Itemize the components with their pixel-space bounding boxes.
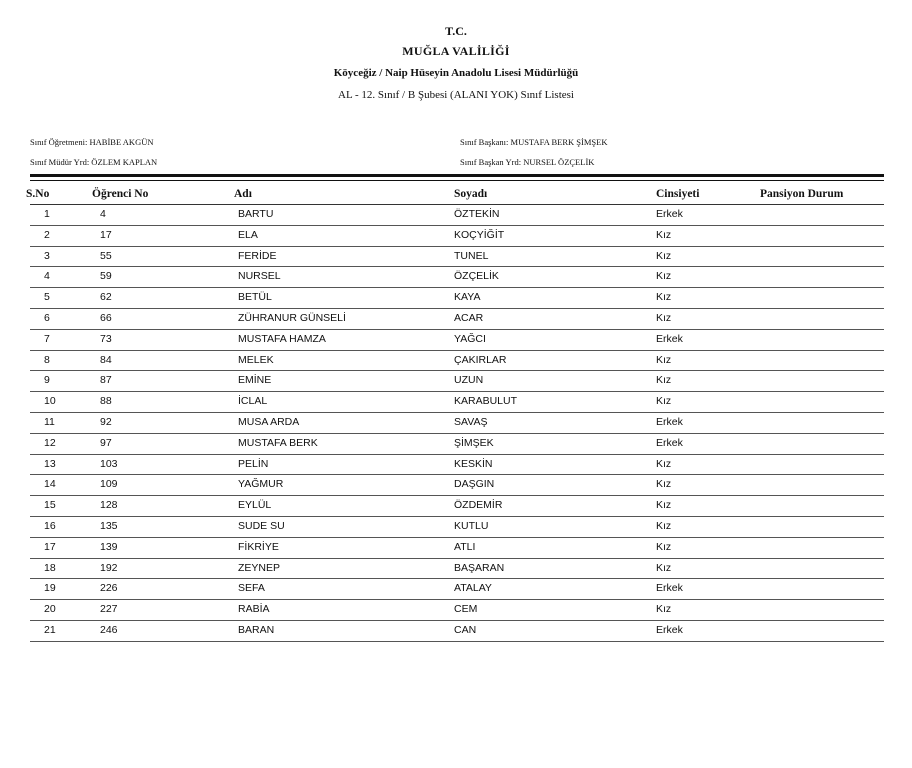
row-gender: Kız [656, 478, 672, 491]
class-president: Sınıf Başkanı: MUSTAFA BERK ŞİMŞEK [460, 137, 608, 147]
row-student-no: 87 [100, 374, 112, 387]
row-surname: KOÇYİĞİT [454, 228, 505, 241]
row-first-name: FERİDE [238, 249, 277, 262]
row-surname: ATLI [454, 540, 476, 553]
row-sno: 7 [44, 332, 50, 345]
row-surname: KUTLU [454, 519, 489, 532]
table-row [30, 538, 884, 559]
column-header-gender: Cinsiyeti [656, 188, 700, 200]
row-student-no: 227 [100, 603, 118, 616]
row-student-no: 103 [100, 457, 118, 470]
row-first-name: İCLAL [238, 395, 268, 408]
row-gender: Kız [656, 353, 672, 366]
row-gender: Kız [656, 374, 672, 387]
row-sno: 17 [44, 540, 56, 553]
row-first-name: NURSEL [238, 270, 281, 283]
table-row [30, 351, 884, 372]
row-gender: Erkek [656, 208, 683, 220]
table-row [30, 559, 884, 580]
row-gender: Kız [656, 270, 672, 283]
row-student-no: 109 [100, 478, 118, 491]
row-sno: 21 [44, 623, 56, 636]
row-gender: Kız [656, 519, 672, 532]
row-sno: 10 [44, 395, 56, 408]
row-gender: Kız [656, 291, 672, 304]
row-surname: DAŞGIN [454, 478, 495, 491]
row-surname: ACAR [454, 311, 484, 324]
row-sno: 6 [44, 311, 50, 324]
table-row [30, 579, 884, 600]
row-surname: ŞİMŞEK [454, 436, 494, 449]
row-first-name: RABİA [238, 603, 270, 616]
row-sno: 5 [44, 291, 50, 304]
row-student-no: 246 [100, 623, 118, 636]
row-sno: 11 [44, 415, 55, 428]
row-surname: ÖZÇELİK [454, 270, 499, 283]
row-surname: ÖZDEMİR [454, 499, 503, 512]
row-first-name: SUDE SU [238, 519, 285, 532]
row-student-no: 62 [100, 291, 112, 304]
row-sno: 1 [44, 208, 50, 220]
row-surname: CEM [454, 603, 478, 616]
row-sno: 4 [44, 270, 50, 283]
header-governorship: MUĞLA VALİLİĞİ [402, 44, 510, 58]
row-surname: CAN [454, 623, 477, 636]
row-student-no: 135 [100, 519, 118, 532]
document-title: AL - 12. Sınıf / B Şubesi (ALANI YOK) Sınıf Listesi [338, 89, 574, 101]
row-sno: 18 [44, 561, 56, 574]
row-surname: ATALAY [454, 582, 492, 595]
table-row [30, 247, 884, 268]
row-gender: Kız [656, 228, 672, 241]
row-surname: UZUN [454, 374, 484, 387]
row-surname: BAŞARAN [454, 561, 505, 574]
row-student-no: 4 [100, 208, 106, 220]
row-first-name: EMİNE [238, 374, 272, 387]
table-row [30, 330, 884, 351]
row-sno: 8 [44, 353, 50, 366]
row-first-name: ZÜHRANUR GÜNSELİ [238, 311, 346, 324]
row-sno: 12 [44, 436, 56, 449]
row-first-name: BARAN [238, 623, 275, 636]
row-surname: KARABULUT [454, 395, 518, 408]
row-first-name: ZEYNEP [238, 561, 281, 574]
row-surname: ÇAKIRLAR [454, 353, 507, 366]
row-gender: Erkek [656, 582, 683, 595]
row-sno: 3 [44, 249, 50, 262]
row-first-name: SEFA [238, 582, 265, 595]
assistant-principal: Sınıf Müdür Yrd: ÖZLEM KAPLAN [30, 157, 158, 167]
row-student-no: 192 [100, 561, 118, 574]
row-gender: Kız [656, 603, 672, 616]
row-sno: 15 [44, 499, 56, 512]
row-gender: Kız [656, 249, 672, 262]
row-gender: Kız [656, 561, 672, 574]
row-surname: ÖZTEKİN [454, 208, 500, 220]
row-gender: Kız [656, 499, 672, 512]
row-student-no: 73 [100, 332, 112, 345]
row-gender: Kız [656, 457, 672, 470]
row-surname: YAĞCI [454, 332, 486, 345]
table-row [30, 267, 884, 288]
row-first-name: EYLÜL [238, 499, 272, 512]
row-sno: 2 [44, 228, 50, 241]
column-header-surname: Soyadı [454, 188, 488, 200]
table-row [30, 288, 884, 309]
table-row [30, 517, 884, 538]
row-surname: KAYA [454, 291, 481, 304]
row-sno: 9 [44, 374, 50, 387]
row-first-name: MUSTAFA BERK [238, 436, 318, 449]
row-gender: Erkek [656, 332, 683, 345]
header-republic: T.C. [445, 24, 467, 38]
row-student-no: 84 [100, 353, 112, 366]
divider-thick [30, 174, 884, 177]
row-sno: 16 [44, 519, 56, 532]
row-first-name: PELİN [238, 457, 269, 470]
divider-thin [30, 180, 884, 181]
row-gender: Kız [656, 311, 672, 324]
row-surname: KESKİN [454, 457, 493, 470]
row-surname: SAVAŞ [454, 415, 488, 428]
table-row [30, 621, 884, 642]
table-row [30, 600, 884, 621]
row-sno: 19 [44, 582, 56, 595]
class-teacher: Sınıf Öğretmeni: HABİBE AKGÜN [30, 137, 154, 147]
row-student-no: 17 [100, 228, 112, 241]
student-table [30, 205, 884, 642]
row-first-name: MUSTAFA HAMZA [238, 332, 326, 345]
row-surname: TUNEL [454, 249, 489, 262]
header-school: Köyceğiz / Naip Hüseyin Anadolu Lisesi Müdürlüğü [333, 67, 579, 79]
table-row [30, 205, 884, 226]
row-sno: 14 [44, 478, 56, 491]
row-student-no: 128 [100, 499, 118, 512]
table-row [30, 371, 884, 392]
row-student-no: 59 [100, 270, 112, 283]
column-header-sno: S.No [26, 188, 50, 200]
row-student-no: 92 [100, 415, 112, 428]
row-first-name: ELA [238, 228, 258, 241]
table-row [30, 309, 884, 330]
table-row [30, 226, 884, 247]
row-first-name: FİKRİYE [238, 540, 279, 553]
table-row [30, 413, 884, 434]
row-gender: Kız [656, 395, 672, 408]
table-row [30, 475, 884, 496]
table-row [30, 392, 884, 413]
table-row [30, 455, 884, 476]
row-first-name: BETÜL [238, 291, 272, 304]
row-gender: Erkek [656, 415, 683, 428]
row-first-name: MELEK [238, 353, 274, 366]
row-sno: 20 [44, 603, 56, 616]
table-row [30, 496, 884, 517]
row-gender: Kız [656, 540, 672, 553]
row-student-no: 66 [100, 311, 112, 324]
row-first-name: YAĞMUR [238, 478, 284, 491]
row-gender: Erkek [656, 436, 683, 449]
row-student-no: 97 [100, 436, 112, 449]
row-sno: 13 [44, 457, 56, 470]
table-row [30, 434, 884, 455]
row-gender: Erkek [656, 623, 683, 636]
class-vice-president: Sınıf Başkan Yrd: NURSEL ÖZÇELİK [460, 157, 595, 167]
row-student-no: 55 [100, 249, 112, 262]
row-first-name: BARTU [238, 208, 274, 220]
row-student-no: 226 [100, 582, 118, 595]
column-header-student-no: Öğrenci No [92, 188, 149, 200]
column-header-boarding: Pansiyon Durum [760, 188, 844, 200]
column-header-first-name: Adı [234, 188, 252, 200]
row-first-name: MUSA ARDA [238, 415, 300, 428]
row-student-no: 88 [100, 395, 112, 408]
row-student-no: 139 [100, 540, 118, 553]
